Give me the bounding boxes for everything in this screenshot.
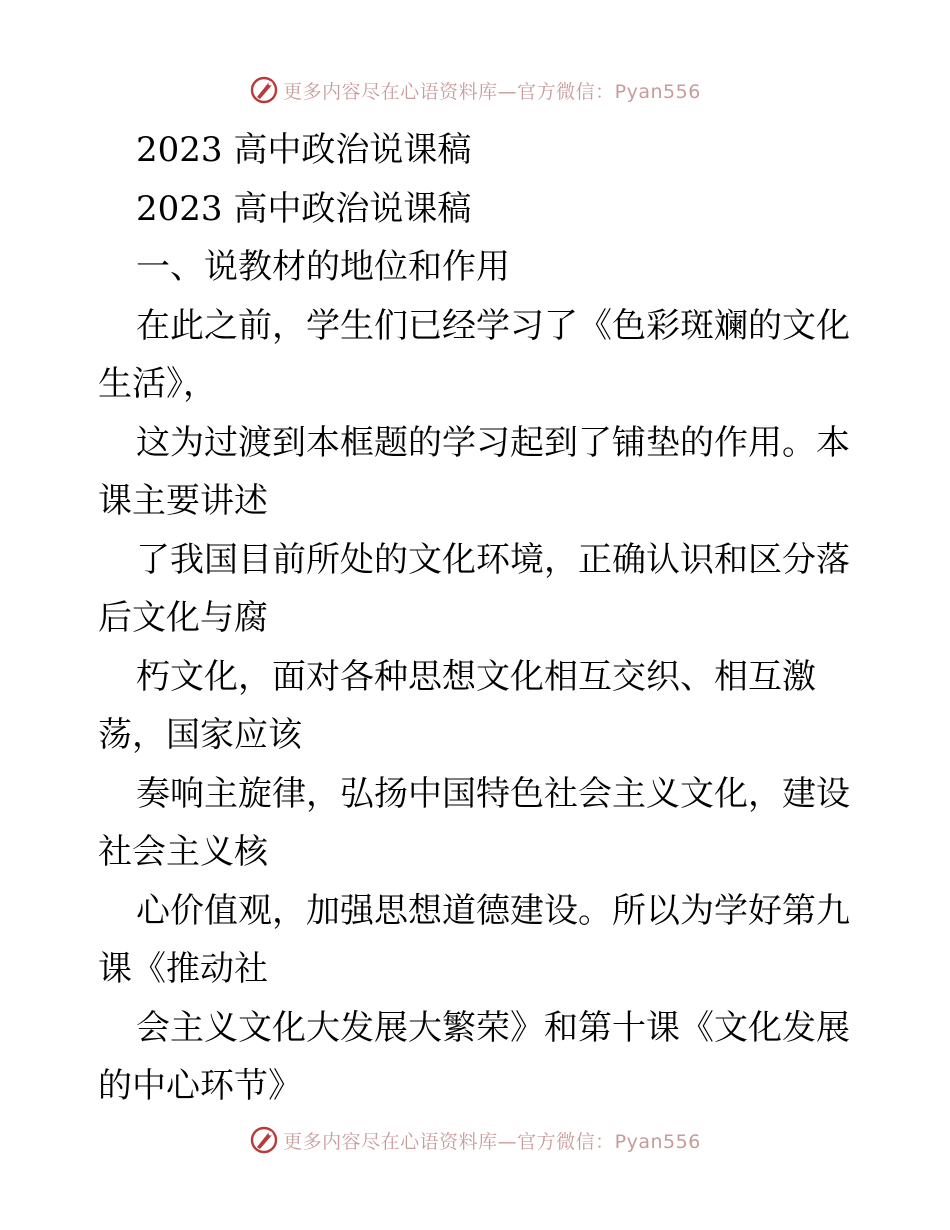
text-line: 了我国目前所处的文化环境，正确认识和区分落 <box>136 539 850 580</box>
text-line: 社会主义核 <box>98 832 268 872</box>
header-watermark-banner <box>0 70 950 110</box>
section-heading: 一、说教材的地位和作用 <box>136 247 510 287</box>
text-line: 朽文化，面对各种思想文化相互交织、相互激 <box>136 656 816 697</box>
pen-logo-icon <box>249 1125 279 1155</box>
text-line: 课《推动社 <box>98 949 268 989</box>
text-line: 2023 高中政治说课稿 <box>136 130 472 170</box>
text-line: 会主义文化大发展大繁荣》和第十课《文化发展 <box>136 1007 850 1048</box>
header-watermark-text: 更多内容尽在心语资料库—官方微信：Pyan556 <box>283 80 701 103</box>
pen-logo-icon <box>249 75 279 105</box>
footer-watermark-text: 更多内容尽在心语资料库—官方微信：Pyan556 <box>283 1130 701 1153</box>
text-line: 在此之前，学生们已经学习了《色彩斑斓的文化 <box>136 305 850 346</box>
footer-watermark-banner <box>0 1120 950 1160</box>
text-line: 荡，国家应该 <box>98 715 302 755</box>
document-body <box>98 121 858 1116</box>
text-line: 后文化与腐 <box>98 598 268 638</box>
text-line: 课主要讲述 <box>98 481 268 521</box>
text-line: 心价值观，加强思想道德建设。所以为学好第九 <box>136 890 850 931</box>
text-line: 生活》， <box>98 364 217 404</box>
text-line: 奏响主旋律，弘扬中国特色社会主义文化，建设 <box>136 773 850 814</box>
text-line: 这为过渡到本框题的学习起到了铺垫的作用。本 <box>136 422 850 463</box>
text-line: 2023 高中政治说课稿 <box>136 188 472 229</box>
text-line: 的中心环节》 <box>98 1066 302 1106</box>
